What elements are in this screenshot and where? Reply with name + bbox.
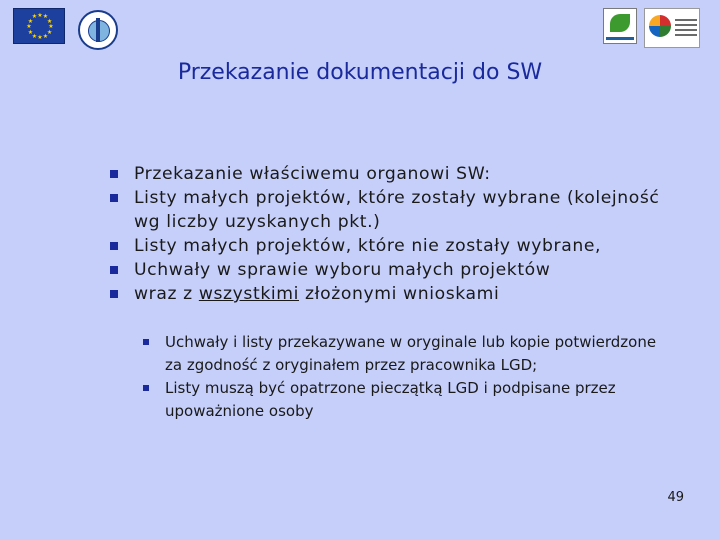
list-item	[110, 282, 690, 306]
eu-star-icon: ★	[26, 23, 32, 30]
eu-star-icon: ★	[37, 12, 43, 19]
lgd-text-line	[675, 24, 697, 26]
list-item-text: Uchwały w sprawie wyboru małych projektów	[134, 260, 551, 280]
eu-star-icon: ★	[37, 34, 43, 41]
eu-star-icon: ★	[46, 17, 53, 25]
square-bullet-icon	[110, 266, 118, 274]
seal-tower	[96, 18, 100, 42]
leader-leaf	[610, 14, 630, 32]
lgd-logo-icon	[644, 8, 700, 48]
eu-star-icon: ★	[27, 28, 34, 36]
sub-list-item-text: Uchwały i listy przekazywane w oryginale lub kopie potwierdzone za zgodność z oryginałem przez pracownika LGD;	[165, 333, 657, 374]
list-item-text: Listy małych projektów, które zostały wybrane (kolejność wg liczby uzyskanych pkt.)	[134, 188, 660, 232]
eu-star-icon: ★	[31, 13, 38, 21]
square-bullet-icon	[110, 194, 118, 202]
square-bullet-icon	[143, 385, 149, 391]
leader-bar	[606, 37, 634, 40]
square-bullet-icon	[110, 290, 118, 298]
list-item-text: Listy małych projektów, które nie zostały wybrane,	[134, 236, 602, 256]
list-item	[110, 162, 690, 186]
eu-star-icon: ★	[48, 23, 54, 30]
eu-star-icon: ★	[31, 32, 38, 40]
sub-bullet-list	[142, 331, 672, 423]
list-item	[110, 234, 690, 258]
page-number: 49	[667, 490, 684, 505]
lgd-emblem	[649, 15, 671, 37]
leader-logo-icon	[603, 8, 637, 44]
list-item-text: Przekazanie właściwemu organowi SW:	[134, 164, 491, 184]
eu-star-icon: ★	[42, 32, 49, 40]
lgd-text-line	[675, 19, 697, 21]
sub-list-item	[142, 377, 672, 423]
lgd-text-line	[675, 34, 697, 36]
list-item-text-before: wraz z	[134, 284, 199, 304]
eu-star-icon: ★	[46, 28, 53, 36]
underlined-word: wszystkimi	[198, 284, 299, 304]
eu-star-icon: ★	[27, 17, 34, 25]
list-item	[110, 186, 690, 234]
list-item	[110, 258, 690, 282]
sub-list-item	[142, 331, 672, 377]
square-bullet-icon	[110, 242, 118, 250]
eu-star-icon: ★	[42, 13, 49, 21]
bullet-list	[110, 162, 690, 306]
sub-list-item-text: Listy muszą być opatrzone pieczątką LGD i podpisane przez upoważnione osoby	[165, 379, 616, 420]
eu-flag-icon	[13, 8, 65, 44]
lgd-seal-icon	[78, 10, 118, 50]
slide-title: Przekazanie dokumentacji do SW	[177, 60, 543, 85]
square-bullet-icon	[143, 339, 149, 345]
list-item-text-after: złożonymi wnioskami	[298, 284, 500, 304]
lgd-text-line	[675, 29, 697, 31]
square-bullet-icon	[110, 170, 118, 178]
